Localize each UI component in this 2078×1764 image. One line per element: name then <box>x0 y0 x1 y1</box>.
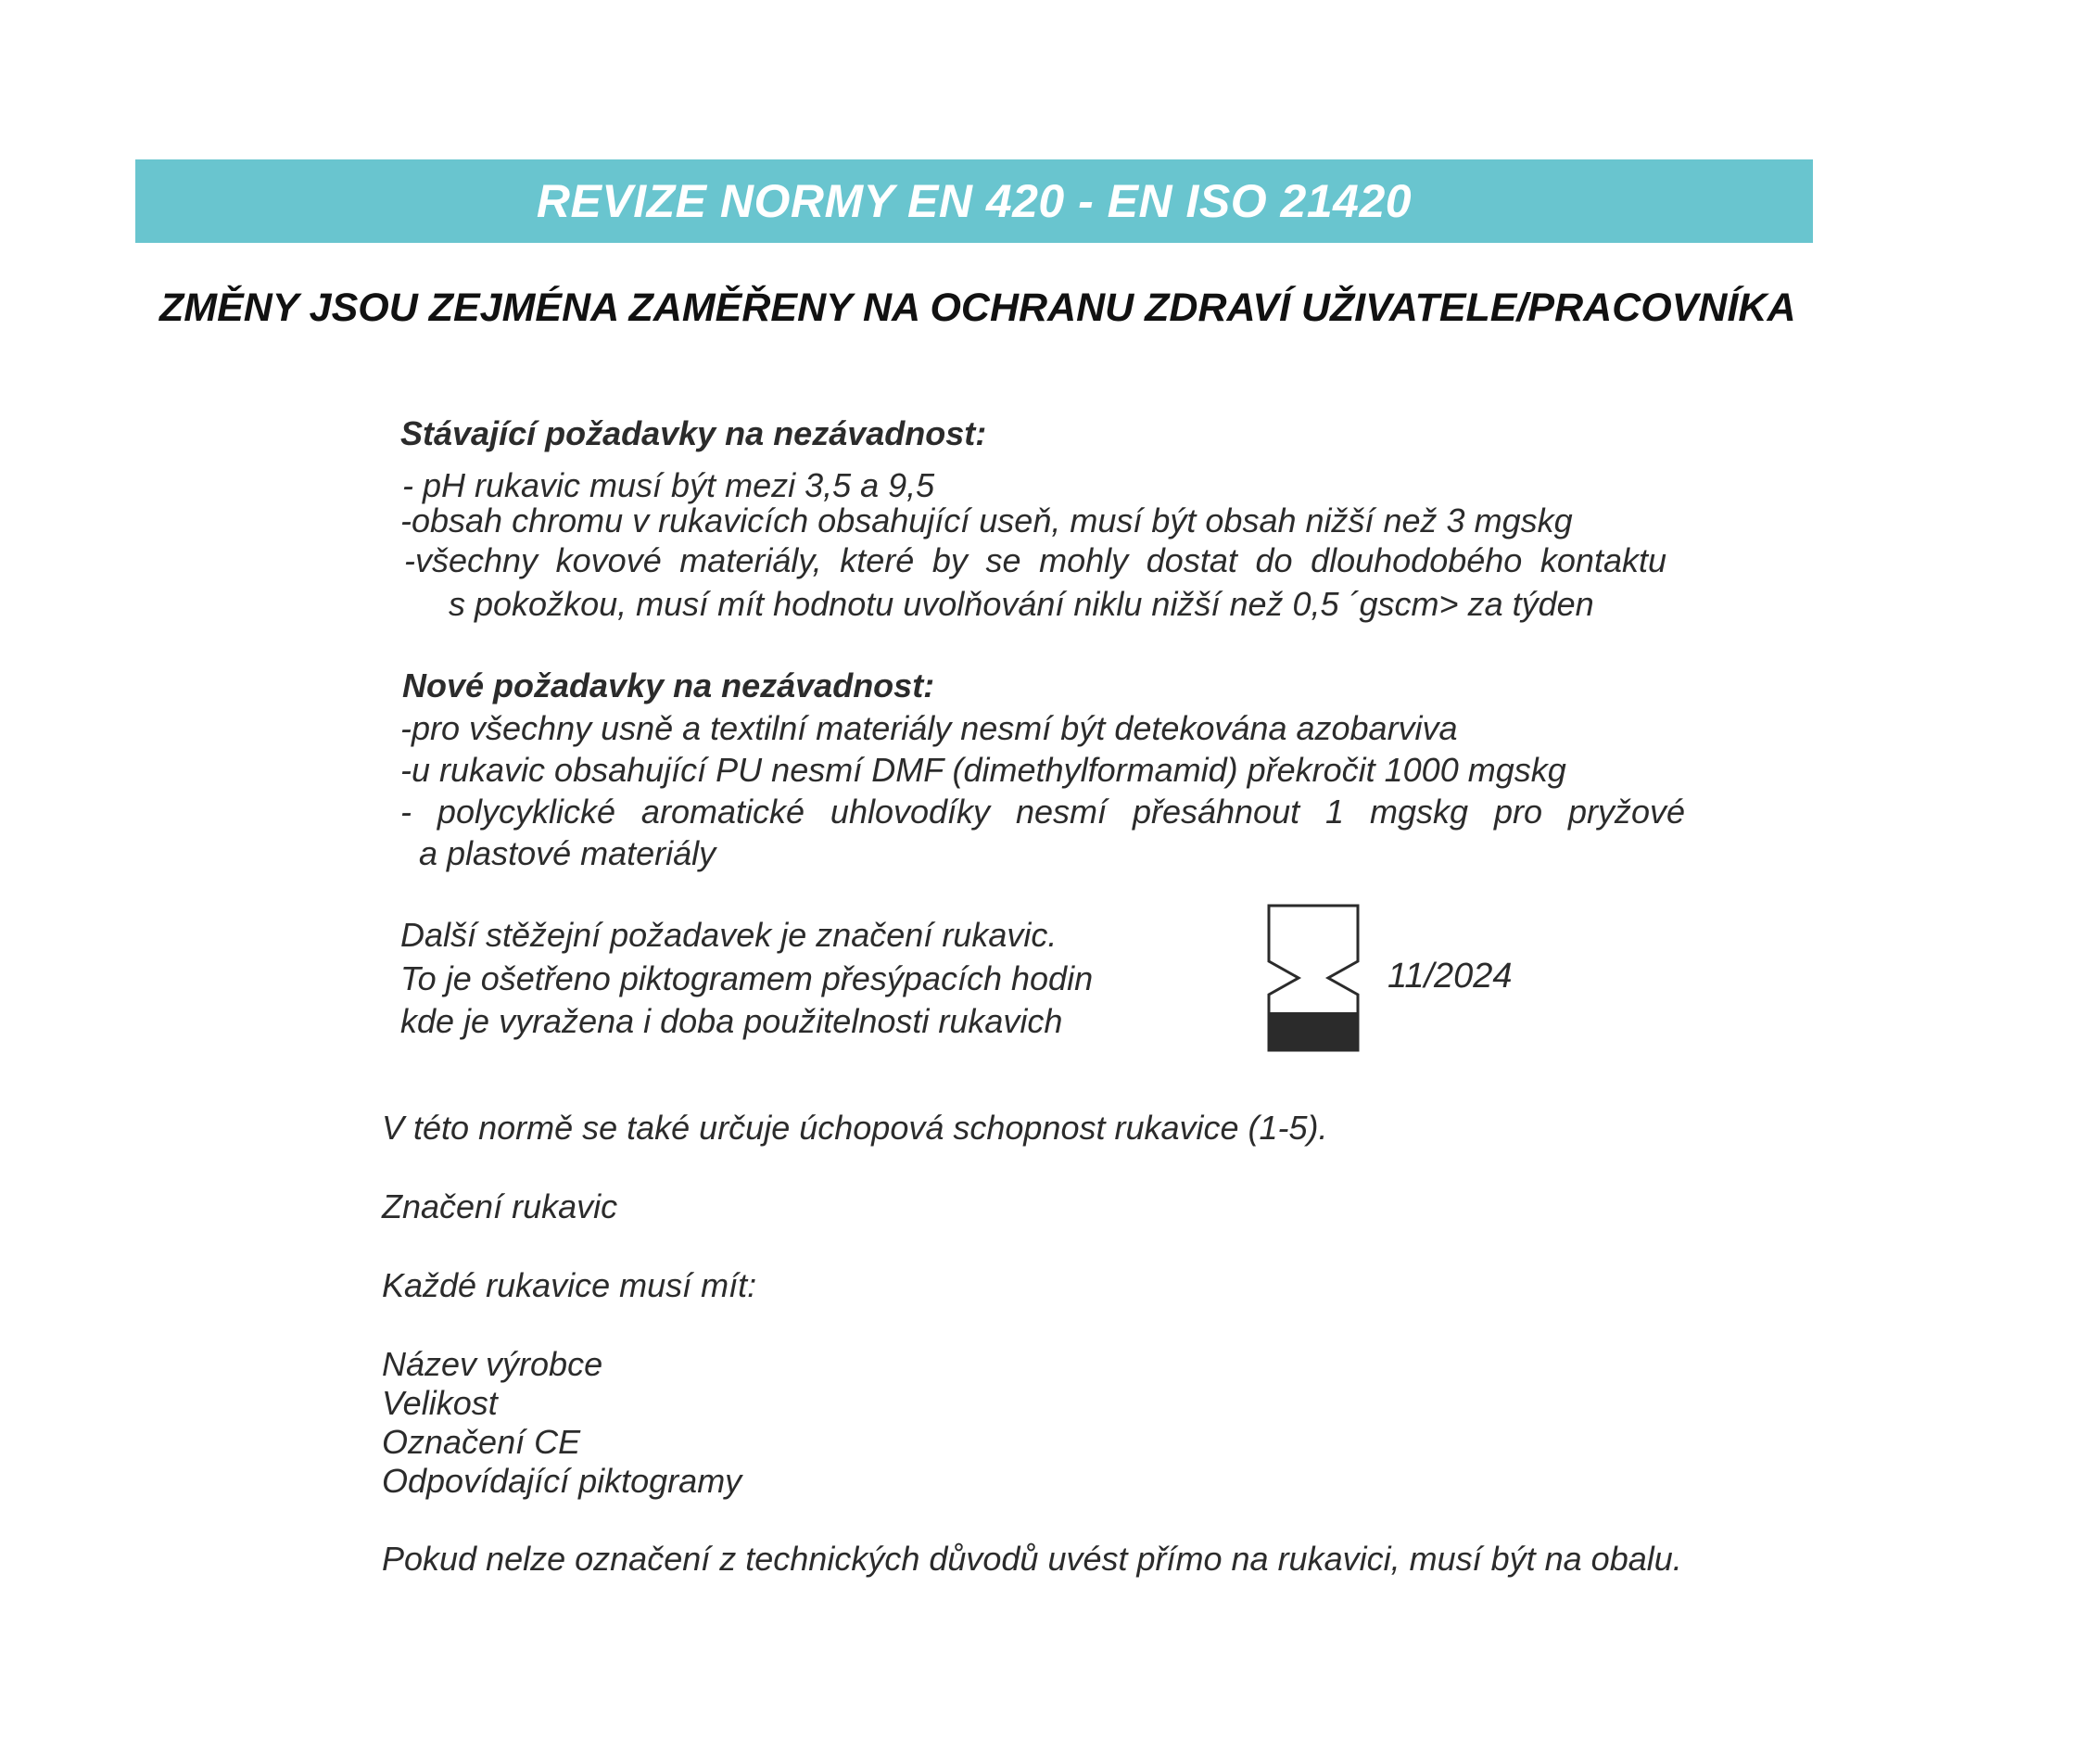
page-title: REVIZE NORMY EN 420 - EN ISO 21420 <box>536 175 1413 227</box>
marking-heading: Značení rukavic <box>382 1187 618 1225</box>
marking-note-line: To je ošetřeno piktogramem přesýpacích hodin <box>400 959 1094 997</box>
grip-note: V této normě se také určuje úchopová schopnost rukavice (1-5). <box>382 1109 1328 1147</box>
current-requirements-heading: Stávající požadavky na nezávadnost: <box>400 414 987 452</box>
current-requirement-item: -všechny kovové materiály, které by se mohly dostat do dlouhodobého kontaktu <box>404 541 1666 579</box>
new-requirements-heading: Nové požadavky na nezávadnost: <box>402 666 935 704</box>
footer-note: Pokud nelze označení z technických důvodů uvést přímo na rukavici, musí být na obalu. <box>382 1540 1682 1578</box>
must-have-item: Název výrobce <box>382 1345 603 1383</box>
must-have-item: Velikost <box>382 1384 498 1422</box>
expiry-date: 11/2024 <box>1387 957 1513 996</box>
new-requirement-item: a plastové materiály <box>419 834 716 872</box>
hourglass-icon <box>1267 904 1362 1052</box>
must-have-item: Označení CE <box>382 1423 581 1461</box>
new-requirement-item: -pro všechny usně a textilní materiály nesmí být detekována azobarviva <box>400 709 1458 747</box>
marking-note-line: kde je vyražena i doba použitelnosti rukavich <box>400 1002 1063 1040</box>
current-requirement-item: s pokožkou, musí mít hodnotu uvolňování niklu nižší než 0,5 ´gscm> za týden <box>449 585 1594 623</box>
subtitle: ZMĚNY JSOU ZEJMÉNA ZAMĚŘENY NA OCHRANU ZDRAVÍ UŽIVATELE/PRACOVNÍKA <box>159 286 1796 330</box>
must-have-item: Odpovídající piktogramy <box>382 1462 742 1500</box>
must-have-heading: Každé rukavice musí mít: <box>382 1266 757 1304</box>
new-requirement-item: - polycyklické aromatické uhlovodíky nesmí přesáhnout 1 mgskg pro pryžové <box>400 793 1685 831</box>
current-requirement-item: - pH rukavic musí být mezi 3,5 a 9,5 <box>402 466 935 504</box>
new-requirement-item: -u rukavic obsahující PU nesmí DMF (dimethylformamid) překročit 1000 mgskg <box>400 751 1566 789</box>
title-banner <box>135 159 1813 243</box>
marking-note-line: Další stěžejní požadavek je značení rukavic. <box>400 916 1058 954</box>
current-requirement-item: -obsah chromu v rukavicích obsahující useň, musí být obsah nižší než 3 mgskg <box>400 501 1573 539</box>
